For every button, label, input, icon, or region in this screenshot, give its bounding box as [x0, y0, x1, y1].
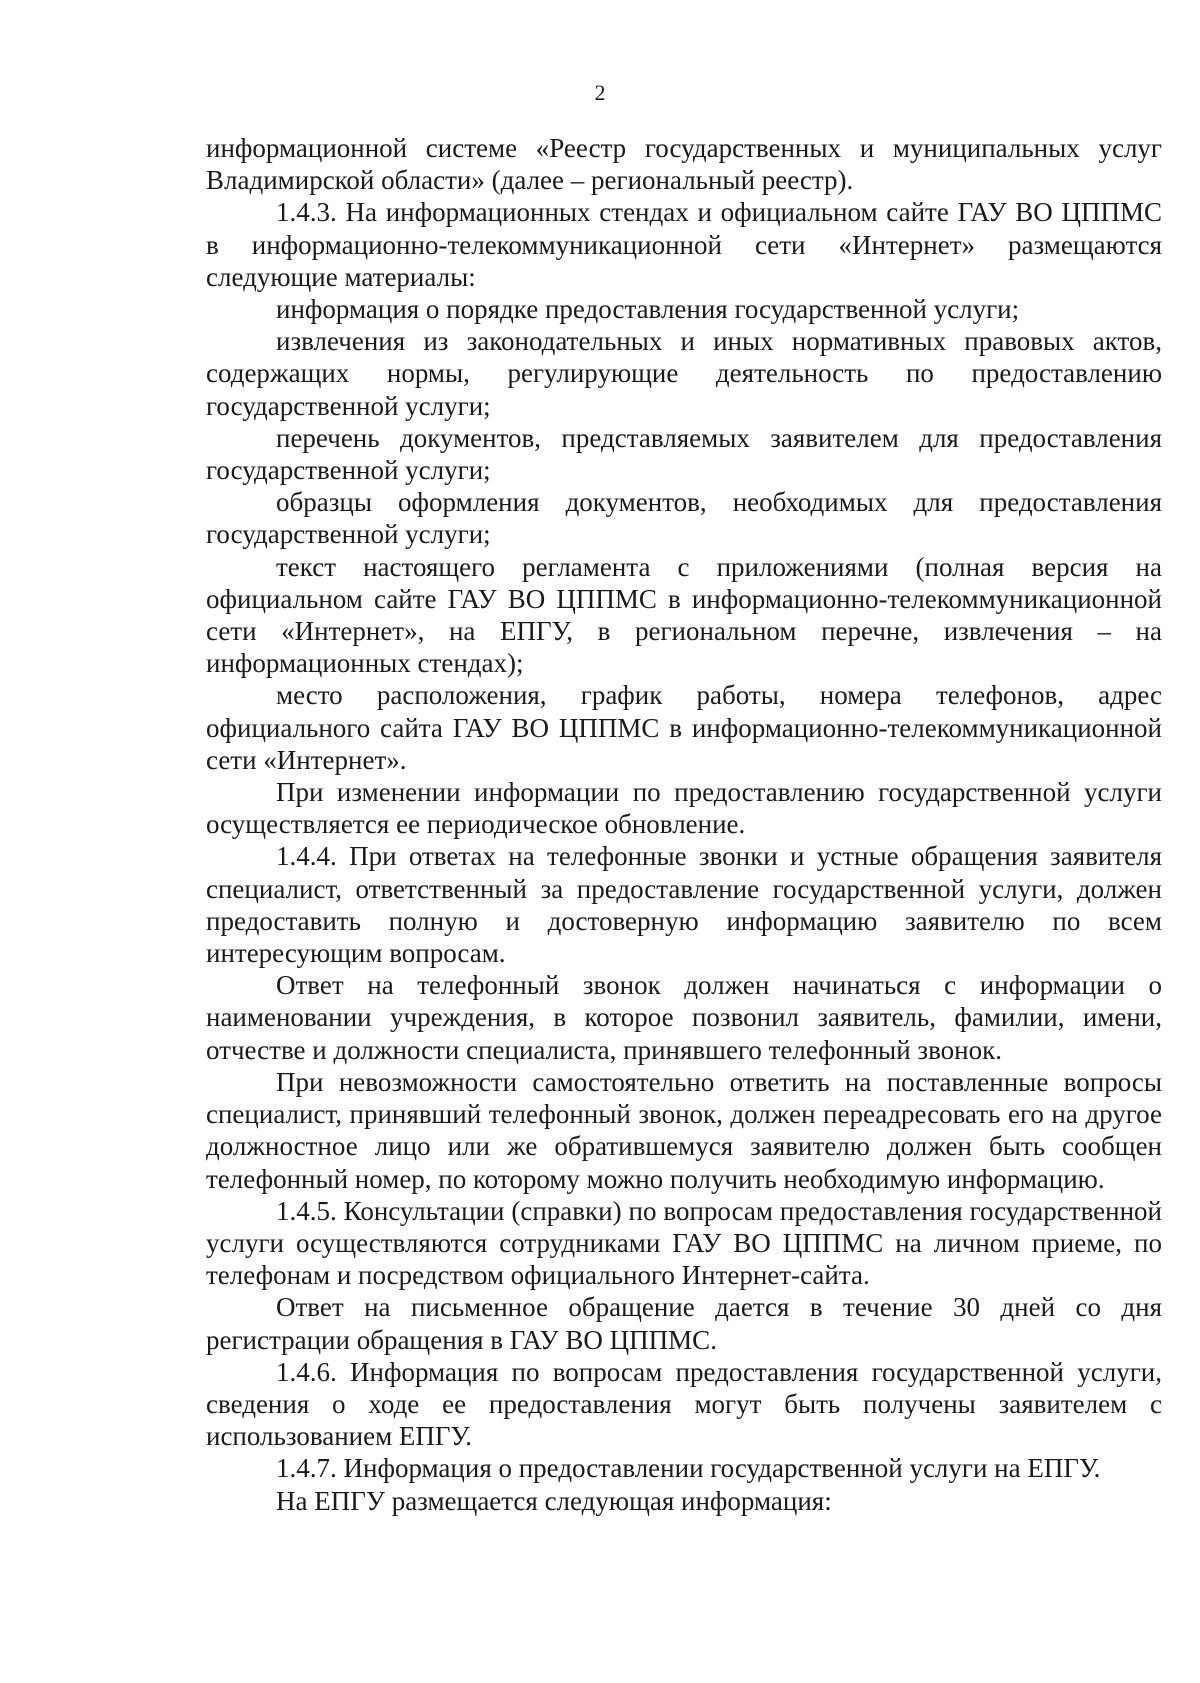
list-item-regulation-text: текст настоящего регламента с приложениями (полная версия на официальном сайте ГАУ ВО ЦППМС в информационно-телекоммуникационной сети «Интернет», на ЕПГУ, в региональном перечне, извлечения – на информационных стендах); [206, 551, 1162, 679]
paragraph-1-4-3: 1.4.3. На информационных стендах и официальном сайте ГАУ ВО ЦППМС в информационно-телекоммуникационной сети «Интернет» размещаются следующие материалы: [206, 197, 1162, 292]
paragraph-epgu-info: На ЕПГУ размещается следующая информация: [276, 1485, 832, 1516]
list-item-location-schedule: место расположения, график работы, номера телефонов, адрес официального сайта ГАУ ВО ЦППМС в информационно-телекоммуникационной сети «Интернет». [206, 680, 1162, 775]
paragraph-phone-answer: Ответ на телефонный звонок должен начинаться с информации о наименовании учреждения, в которое позвонил заявитель, фамилии, имени, отчестве и должности специалиста, принявшего телефонный звонок. [206, 970, 1162, 1065]
paragraph-1-4-5: 1.4.5. Консультации (справки) по вопросам предоставления государственной услуги осуществляются сотрудниками ГАУ ВО ЦППМС на личном приеме, по телефонам и посредством официального Интернет-сайта. [206, 1195, 1162, 1291]
paragraph-registry-continuation: информационной системе «Реестр государственных и муниципальных услуг Владимирской области» (далее – региональный реестр). [206, 133, 1162, 196]
list-item-documents-list: перечень документов, представляемых заявителем для предоставления государственной услуги; [206, 422, 1162, 486]
paragraph-1-4-4: 1.4.4. При ответах на телефонные звонки и устные обращения заявителя специалист, ответственный за предоставление государственной услуги, должен предоставить полную и достоверную информацию заявителю по всем интересующим вопросам. [206, 841, 1162, 969]
paragraph-1-4-6: 1.4.6. Информация по вопросам предоставления государственной услуги, сведения о ходе ее предоставления могут быть получены заявителем с использованием ЕПГУ. [206, 1356, 1162, 1452]
paragraph-1-4-7: 1.4.7. Информация о предоставлении государственной услуги на ЕПГУ. [276, 1453, 1101, 1484]
list-item-document-samples: образцы оформления документов, необходимых для предоставления государственной услуги; [206, 487, 1162, 550]
list-item-legal-extracts: извлечения из законодательных и иных нормативных правовых актов, содержащих нормы, регулирующие деятельность по предоставлению государственной услуги; [206, 326, 1162, 421]
paragraph-periodic-update: При изменении информации по предоставлению государственной услуги осуществляется ее периодическое обновление. [206, 777, 1162, 840]
paragraph-redirect: При невозможности самостоятельно ответить на поставленные вопросы специалист, принявший телефонный звонок, должен переадресовать его на другое должностное лицо или же обратившемуся заявителю должен быть сообщен телефонный номер, по которому можно получить необходимую информацию. [206, 1066, 1162, 1194]
paragraph-written-answer: Ответ на письменное обращение дается в течение 30 дней со дня регистрации обращения в ГАУ ВО ЦППМС. [206, 1292, 1162, 1355]
page-number: 2 [594, 80, 606, 105]
list-item-procedure-info: информация о порядке предоставления государственной услуги; [276, 294, 1020, 325]
document-body [206, 132, 1162, 1517]
